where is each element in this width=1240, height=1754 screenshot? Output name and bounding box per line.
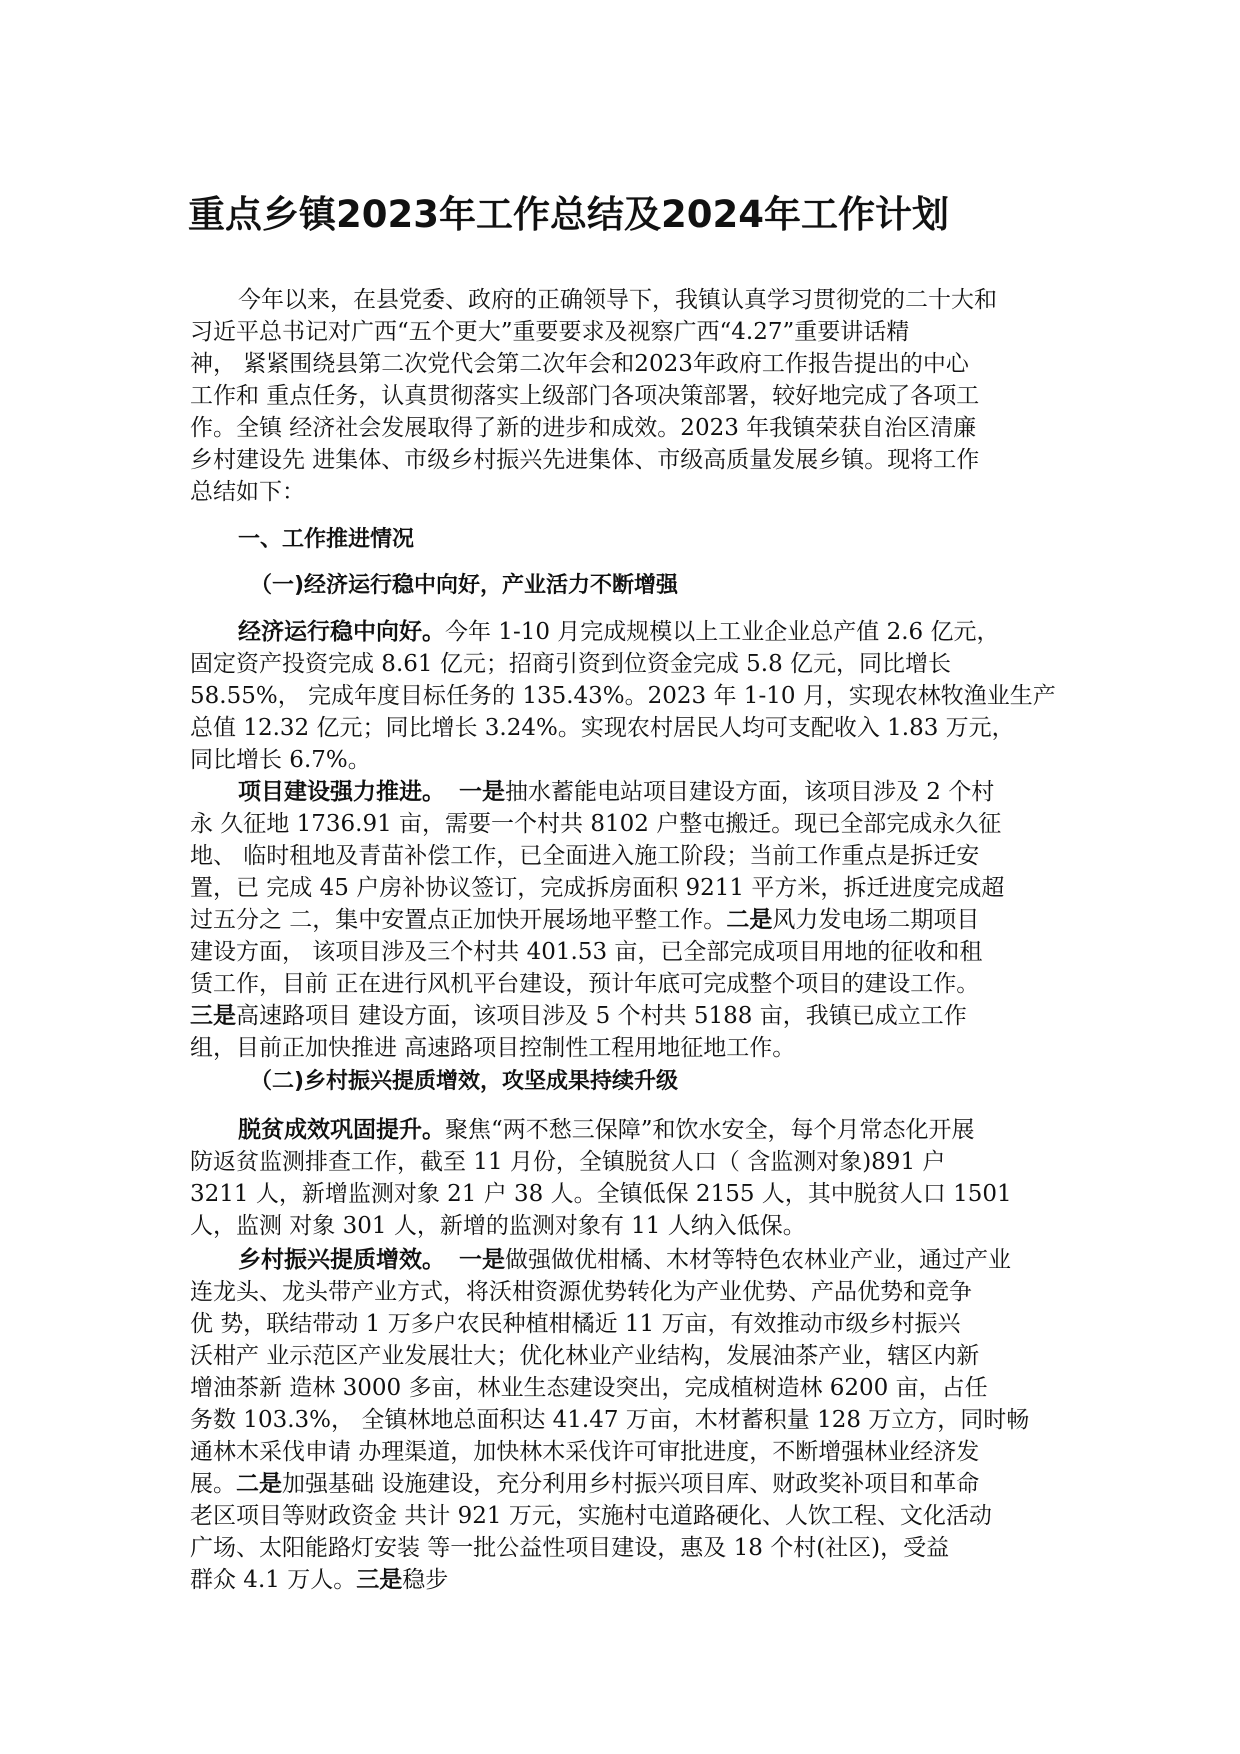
revitalization-marker-third: 三是 — [356, 1567, 403, 1593]
intro-line: 工作和 重点任务，认真贯彻落实上级部门各项决策部署，较好地完成了各项工 — [190, 383, 980, 409]
revitalization-line: 务数 103.3%， 全镇林地总面积达 41.47 万亩，木材蓄积量 128 万立方，同时畅 — [190, 1407, 1030, 1433]
economy-line: 固定资产投资完成 8.61 亿元；招商引资到位资金完成 5.8 亿元，同比增长 — [190, 651, 952, 677]
revitalization-paragraph — [190, 1244, 1060, 1596]
projects-line-rest: 风力发电场二期项目 — [772, 907, 980, 933]
projects-line-text: 过五分之 二，集中安置点正加快开展场地平整工作。 — [190, 907, 727, 933]
revitalization-line: 沃柑产 业示范区产业发展壮大；优化林业产业结构，发展油茶产业，辖区内新 — [190, 1343, 980, 1369]
economy-line: 58.55%， 完成年度目标任务的 135.43%。2023 年 1-10 月，实现农林牧渔业生产 — [190, 683, 1056, 709]
projects-line: 置，已 完成 45 户房补协议签订，完成拆房面积 9211 平方米，拆迁进度完成超 — [190, 875, 1005, 901]
economy-lead: 经济运行稳中向好。 — [238, 619, 445, 645]
poverty-line: 人，监测 对象 301 人，新增的监测对象有 11 人纳入低保。 — [190, 1213, 806, 1239]
projects-line: 赁工作，目前 正在进行风机平台建设，预计年底可完成整个项目的建设工作。 — [190, 971, 980, 997]
poverty-paragraph — [190, 1114, 1060, 1242]
intro-paragraph — [190, 284, 1060, 508]
subsection-heading-economy: （一)经济运行稳中向好，产业活力不断增强 — [250, 573, 679, 598]
poverty-line — [190, 1114, 1060, 1146]
projects-line: 地、 临时租地及青苗补偿工作，已全面进入施工阶段；当前工作重点是拆迁安 — [190, 843, 980, 869]
document-title: 重点乡镇2023年工作总结及2024年工作计划 — [188, 193, 949, 236]
projects-line — [190, 904, 1060, 936]
economy-line: 总值 12.32 亿元；同比增长 3.24%。实现农村居民人均可支配收入 1.83 万元， — [190, 715, 1015, 741]
economy-line — [190, 616, 1060, 648]
projects-marker-second: 二是 — [726, 907, 773, 933]
projects-paragraph — [190, 776, 1060, 1064]
revitalization-marker-first: 一是 — [459, 1247, 505, 1273]
revitalization-last-text: 群众 4.1 万人。 — [190, 1567, 357, 1593]
revitalization-line-text: 展。 — [190, 1471, 236, 1497]
poverty-line: 防返贫监测排查工作，截至 11 月份，全镇脱贫人口（ 含监测对象)891 户 — [190, 1149, 946, 1175]
projects-line-rest: 高速路项目 建设方面，该项目涉及 5 个村共 5188 亩，我镇已成立工作 — [236, 1003, 967, 1029]
intro-line: 总结如下： — [190, 479, 305, 505]
section-heading-work-progress: 一、工作推进情况 — [238, 527, 415, 552]
projects-marker-first: 一是 — [459, 779, 505, 805]
intro-line: 乡村建设先 进集体、市级乡村振兴先进集体、市级高质量发展乡镇。现将工作 — [190, 447, 980, 473]
poverty-lead: 脱贫成效巩固提升。 — [238, 1117, 445, 1143]
revitalization-line: 通林木采伐申请 办理渠道，加快林木采伐许可审批进度，不断增强林业经济发 — [190, 1439, 980, 1465]
economy-line: 同比增长 6.7%。 — [190, 747, 371, 773]
revitalization-last-rest: 稳步 — [402, 1567, 449, 1593]
projects-marker-third: 三是 — [190, 1003, 236, 1029]
revitalization-line — [190, 1564, 1060, 1596]
projects-line — [190, 776, 1060, 808]
revitalization-line-rest: 做强做优柑橘、木材等特色农林业产业，通过产业 — [505, 1247, 1011, 1273]
projects-line: 建设方面， 该项目涉及三个村共 401.53 亩，已全部完成项目用地的征收和租 — [190, 939, 983, 965]
intro-line: 习近平总书记对广西“五个更大”重要要求及视察广西“4.27”重要讲话精 — [190, 319, 910, 345]
revitalization-line-rest: 加强基础 设施建设，充分利用乡村振兴项目库、财政奖补项目和革命 — [282, 1471, 980, 1497]
revitalization-lead: 乡村振兴提质增效。 — [238, 1247, 445, 1273]
projects-line-rest: 抽水蓄能电站项目建设方面，该项目涉及 2 个村 — [505, 779, 995, 805]
revitalization-line — [190, 1468, 1060, 1500]
revitalization-line: 增油茶新 造林 3000 多亩，林业生态建设突出，完成植树造林 6200 亩，占任 — [190, 1375, 988, 1401]
revitalization-line: 连龙头、龙头带产业方式，将沃柑资源优势转化为产业优势、产品优势和竞争 — [190, 1279, 972, 1305]
intro-line: 神， 紧紧围绕县第二次党代会第二次年会和2023年政府工作报告提出的中心 — [190, 351, 969, 377]
intro-line: 今年以来，在县党委、政府的正确领导下，我镇认真学习贯彻党的二十大和 — [238, 287, 997, 313]
poverty-line-rest: 聚焦“两不愁三保障”和饮水安全，每个月常态化开展 — [445, 1117, 975, 1143]
poverty-line: 3211 人，新增监测对象 21 户 38 人。全镇低保 2155 人，其中脱贫人口 1501 — [190, 1181, 1012, 1207]
projects-line: 永 久征地 1736.91 亩，需要一个村共 8102 户整屯搬迁。现已全部完成永久征 — [190, 811, 1002, 837]
revitalization-line: 优 势，联结带动 1 万多户农民种植柑橘近 11 万亩，有效推动市级乡村振兴 — [190, 1311, 961, 1337]
economy-line-rest: 今年 1-10 月完成规模以上工业企业总产值 2.6 亿元， — [445, 619, 1000, 645]
revitalization-marker-second: 二是 — [236, 1471, 282, 1497]
projects-lead: 项目建设强力推进。 — [238, 779, 445, 805]
economy-paragraph — [190, 616, 1060, 776]
revitalization-line: 老区项目等财政资金 共计 921 万元，实施村屯道路硬化、人饮工程、文化活动 — [190, 1503, 992, 1529]
intro-line: 作。全镇 经济社会发展取得了新的进步和成效。2023 年我镇荣获自治区清廉 — [190, 415, 977, 441]
projects-line: 组，目前正加快推进 高速路项目控制性工程用地征地工作。 — [190, 1035, 796, 1061]
subsection-heading-rural-revitalization: （二)乡村振兴提质增效，攻坚成果持续升级 — [250, 1069, 679, 1094]
revitalization-line: 广场、太阳能路灯安装 等一批公益性项目建设，惠及 18 个村(社区)，受益 — [190, 1535, 950, 1561]
projects-line — [190, 1000, 1060, 1032]
revitalization-line — [190, 1244, 1060, 1276]
